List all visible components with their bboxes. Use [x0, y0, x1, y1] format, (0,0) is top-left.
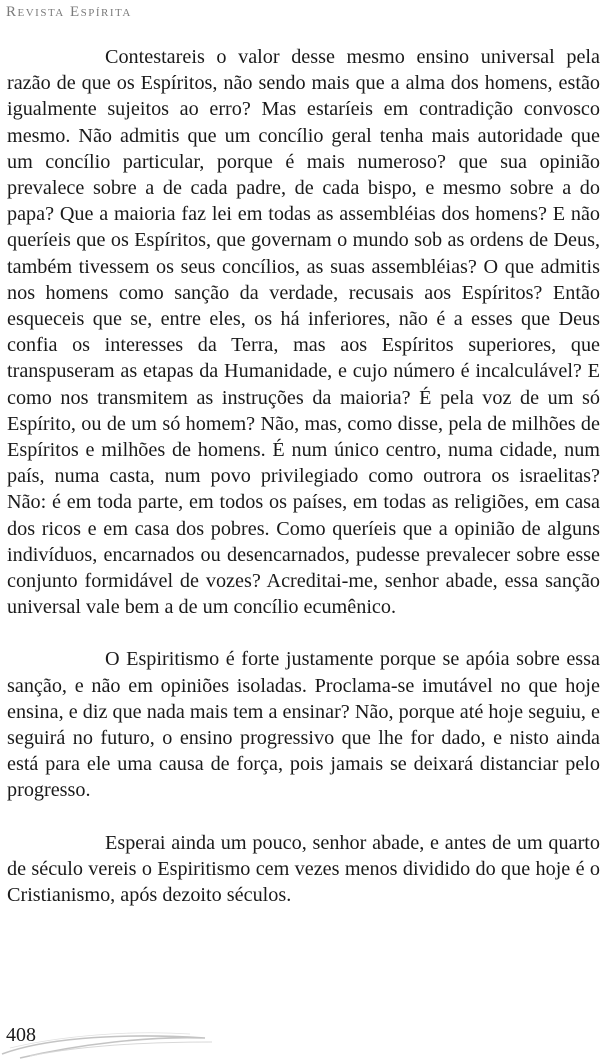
- page-number: 408: [6, 1024, 36, 1046]
- paragraph-3: Esperai ainda um pouco, senhor abade, e antes de um quarto de século vereis o Espiritismo cem vezes menos dividido do que hoje é o Cristianismo, após dezoito séculos.: [7, 831, 600, 907]
- running-header: Revista Espírita: [6, 4, 132, 20]
- paragraph-2: O Espiritismo é forte justamente porque se apóia sobre essa sanção, e não em opiniões isoladas. Proclama-se imutável no que hoje ensina, e diz que nada mais tem a ensinar? Não, porque até hoje seguiu, e seguirá no futuro, o ensino progressivo que lhe for dado, e nisto ainda está para ele uma causa de força, pois jamais se deixará distanciar pelo progresso.: [7, 648, 600, 802]
- body-text: [7, 44, 600, 908]
- paragraph-1: Contestareis o valor desse mesmo ensino universal pela razão de que os Espíritos, não sendo mais que a alma dos homens, estão igualmente sujeitos ao erro? Mas estaríeis em contradição convosco mesmo. Não admitis que um concílio geral tenha mais autoridade que um concílio particular, porque é mais numeroso? que sua opinião prevalece sobre a de cada padre, de cada bispo, e mesmo sobre a do papa? Que a maioria faz lei em todas as assembléias dos homens? E não queríeis que os Espíritos, que governam o mundo sob as ordens de Deus, também tivessem os seus concílios, as suas assembléias? O que admitis nos homens como sanção da verdade, recusais aos Espíritos? Então esqueceis que se, entre eles, os há inferiores, não é a esses que Deus confia os interesses da Terra, mas aos Espíritos superiores, que transpuseram as etapas da Humanidade, e cujo número é incalculável? E como nos transmitem as instruções da maioria? É pela voz de um só Espírito, ou de um só homem? Não, mas, como disse, pela de milhões de Espíritos e milhões de homens. É num único centro, numa cidade, num país, numa casta, num povo privilegiado como outrora os israelitas? Não: é em toda parte, em todos os países, em todas as religiões, em casa dos ricos e em casa dos pobres. Como queríeis que a opinião de alguns indivíduos, encarnados ou desencarnados, pudesse prevalecer sobre esse conjunto formidável de vozes? Acreditai-me, senhor abade, essa sanção universal vale bem a de um concílio ecumênico.: [7, 46, 600, 619]
